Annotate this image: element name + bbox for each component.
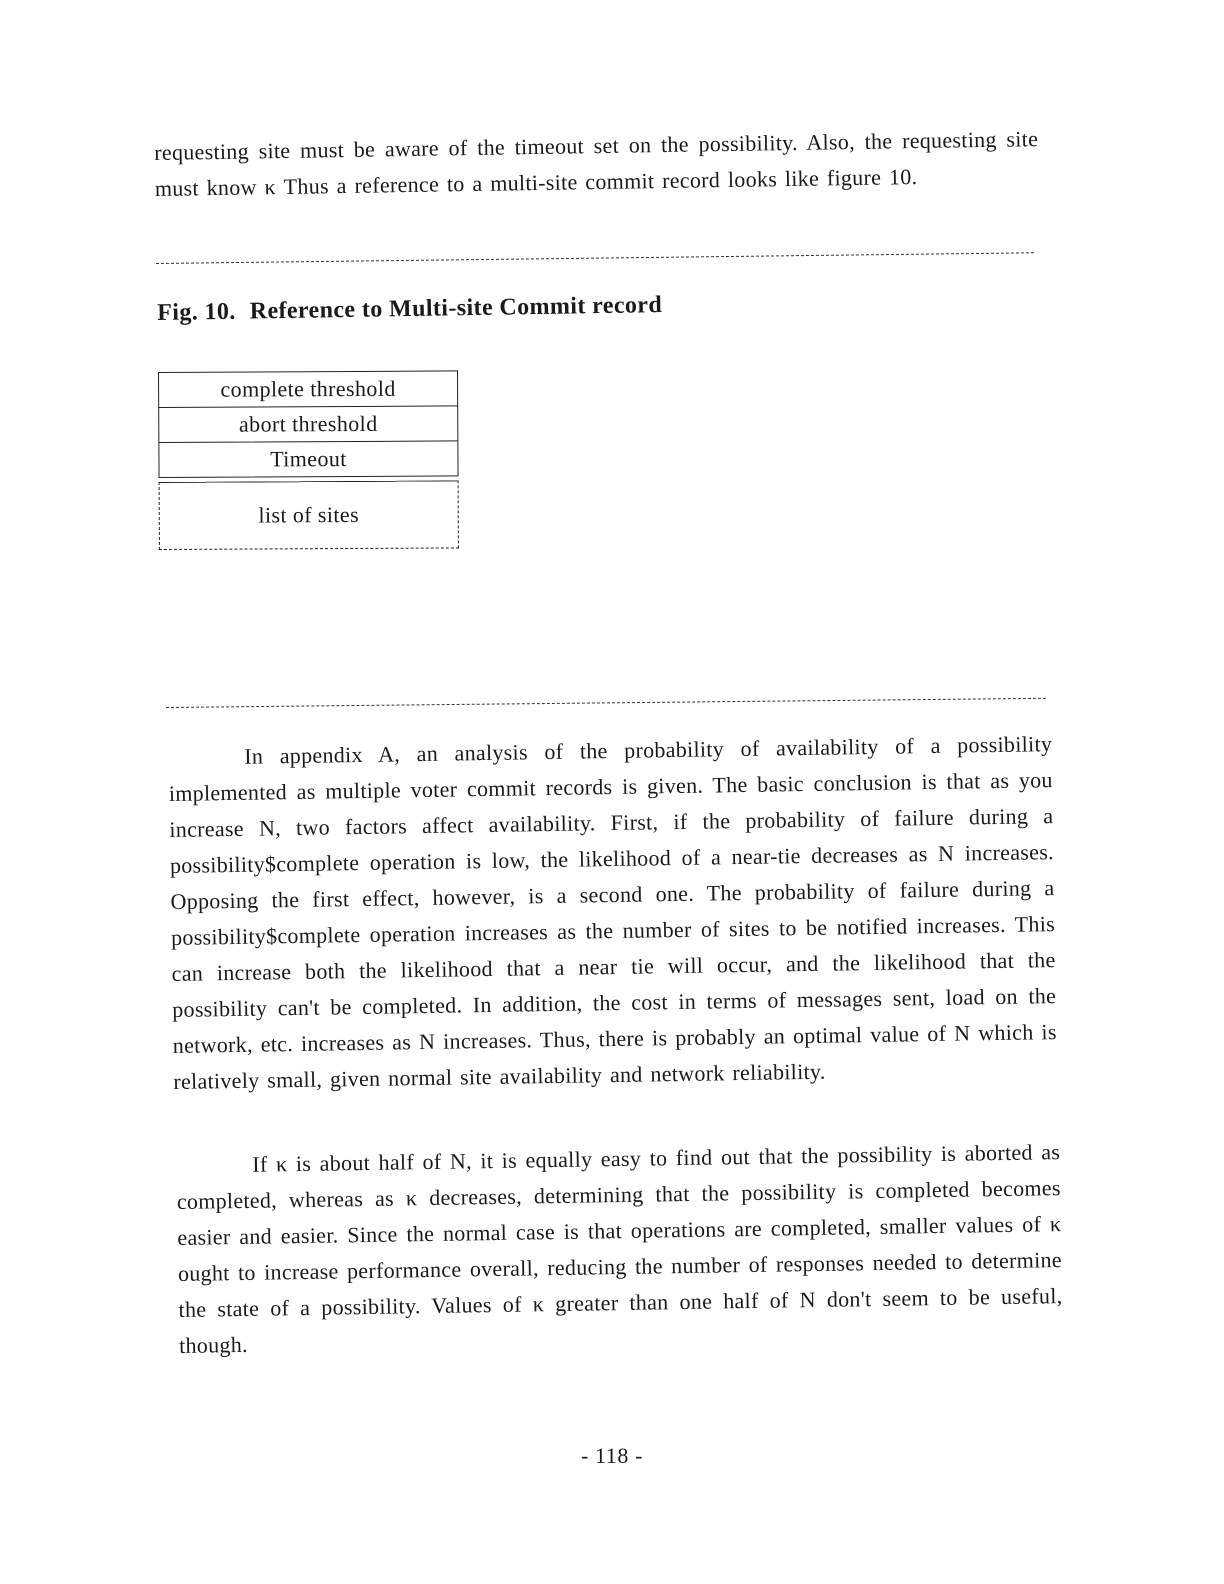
commit-record-diagram bbox=[158, 370, 459, 550]
figure-top-rule bbox=[156, 252, 1034, 264]
intro-text: requesting site must be aware of the timeout set on the possibility. Also, the requesting site must know κ Thus a reference to a multi-site commit record looks like figure 10. bbox=[154, 126, 1039, 201]
page-number: - 118 - bbox=[580, 1443, 644, 1468]
intro-paragraph bbox=[154, 121, 1039, 207]
record-field-timeout: Timeout bbox=[158, 440, 458, 478]
figure-bottom-rule bbox=[166, 698, 1046, 708]
record-field-abort-threshold: abort threshold bbox=[158, 405, 458, 442]
figure-number: Fig. 10. bbox=[157, 298, 236, 326]
body-paragraph-1 bbox=[168, 726, 1058, 1100]
body-paragraph-2 bbox=[176, 1134, 1063, 1364]
figure-title: Reference to Multi-site Commit record bbox=[249, 292, 663, 325]
figure-caption bbox=[157, 292, 662, 327]
record-field-list-of-sites: list of sites bbox=[159, 480, 459, 550]
body-paragraph-1-text: In appendix A, an analysis of the probability of availability of a possibility implemented as multiple voter commit records is given. The basic conclusion is that as you increase N, two factors affect availability. First, if the probability of failure during a possibility$complete operation is low, the likelihood of a near-tie decreases as N increases. Opposing the first effect, however, is a second one. The probability of failure during a possibility$complete operation increases as the number of sites to be notified increases. This can increase both the likelihood that a near tie will occur, and the likelihood that the possibility can't be completed. In addition, the cost in terms of messages sent, load on the network, etc. increases as N increases. Thus, there is probably an optimal value of N which is relatively small, given normal site availability and network reliability. bbox=[168, 731, 1057, 1094]
body-paragraph-2-text: If κ is about half of N, it is equally easy to find out that the possibility is aborted as completed, whereas as κ decreases, determining that the possibility is completed becomes easier and easier. Since the normal case is that operations are completed, smaller values of κ ought to increase performance overall, reducing the number of responses needed to determine the state of a possibility. Values of κ greater than one half of N don't seem to be useful, though. bbox=[176, 1139, 1063, 1358]
record-field-complete-threshold: complete threshold bbox=[158, 370, 458, 407]
